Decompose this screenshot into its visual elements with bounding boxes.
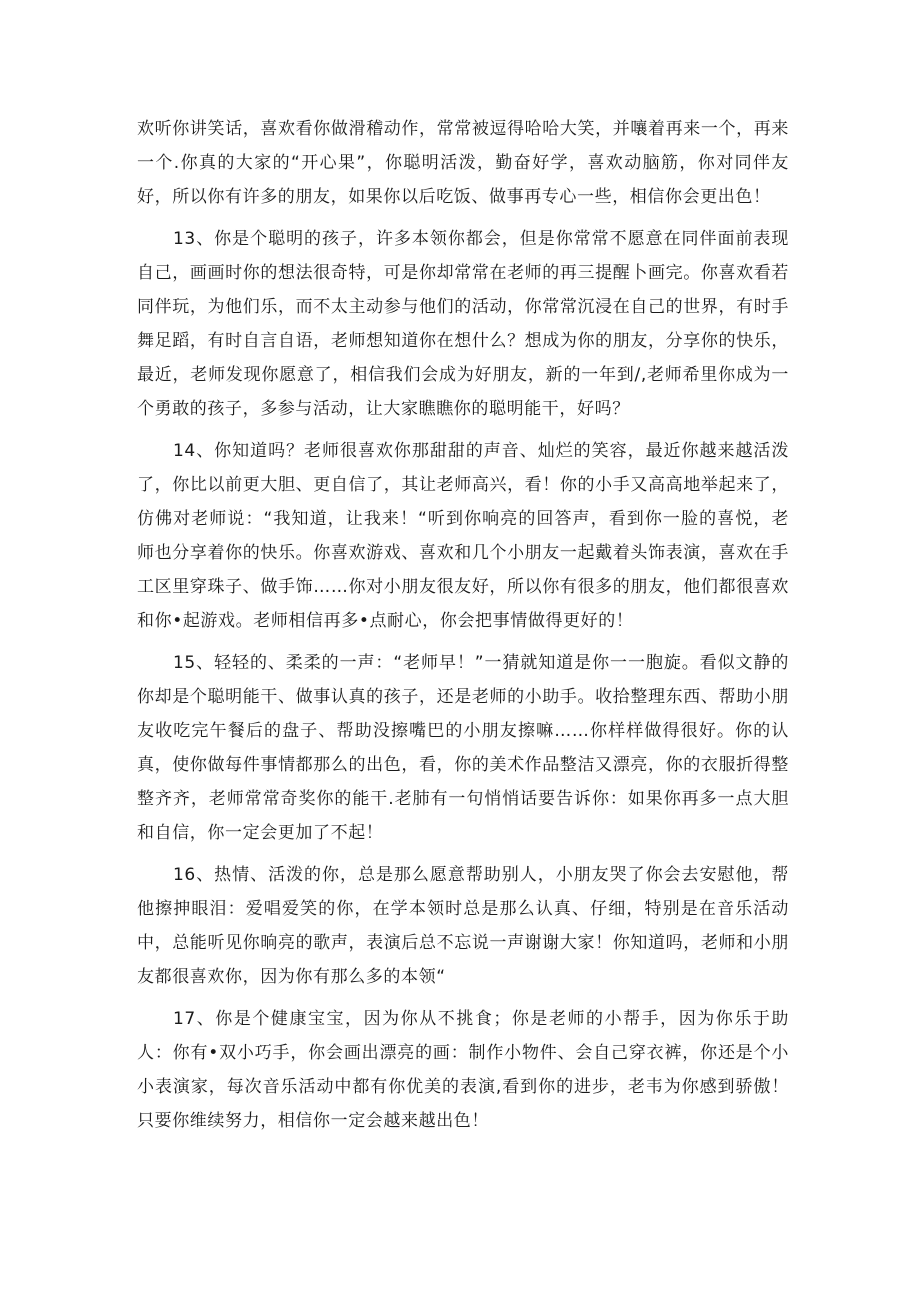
document-body bbox=[137, 112, 789, 1146]
paragraph-14: 14、你知道吗？老师很喜欢你那甜甜的声音、灿烂的笑容，最近你越来越活泼了，你比以前更大胆、更自信了，其让老师高兴，看！你的小手又高高地举起来了，仿佛对老师说：“我知道，让我来！“听到你响亮的回答声，看到你一脸的喜悦，老师也分享着你的快乐。你喜欢游戏、喜欢和几个小朋友一起戴着头饰表演，喜欢在手工区里穿珠子、做手饰……你对小朋友很友好，所以你有很多的朋友，他们都很喜欢和你•起游戏。老师相信再多•点耐心，你会把事情做得更好的！ bbox=[137, 441, 789, 631]
paragraph-17: 17、你是个健康宝宝，因为你从不挑食；你是老师的小帮手，因为你乐于助人：你有•双小巧手，你会画出漂亮的画：制作小物件、会自己穿衣裤，你还是个小小表演家，每次音乐活动中都有你优美的表演,看到你的进步，老韦为你感到骄傲！只要你维续努力，相信你一定会越来越出色！ bbox=[137, 1009, 789, 1131]
paragraph-16: 16、热情、活泼的你，总是那么愿意帮助别人，小朋友哭了你会去安慰他，帮他擦抻眼泪：爱唱爱笑的你，在学本领时总是那么认真、仔细，特别是在音乐活动中，总能听见你晌亮的歌声，表演后总不忘说一声谢谢大家！你知道吗，老师和小朋友都很喜欢你，因为你有那么多的本领“ bbox=[137, 865, 789, 987]
paragraph-15: 15、轻轻的、柔柔的一声：“老师早！”一猜就知道是你一一胞旋。看似文静的你却是个聪明能干、做事认真的孩子，还是老师的小助手。收拾整理东西、帮助小朋友收吃完午餐后的盘子、帮助没擦嘴巴的小朋友擦嘛……你样样做得很好。你的认真，使你做每件事情都那么的出色，看，你的美术作品整洁又漂亮，你的衣服折得整整齐齐，老师常常奇奖你的能干.老肺有一句悄悄话要告诉你：如果你再多一点大胆和自信，你一定会更加了不起！ bbox=[137, 653, 789, 843]
paragraph-continued: 欢听你讲笑话，喜欢看你做滑稽动作，常常被逗得哈哈大笑，并嚷着再来一个，再来一个.你真的大家的“开心果”，你聪明活泼，勤奋好学，喜欢动脑筋，你对同伴友好，所以你有许多的朋友，如果你以后吃饭、做事再专心一些，相信你会更出色！ bbox=[137, 119, 789, 207]
paragraph-13: 13、你是个聪明的孩子，许多本领你都会，但是你常常不愿意在同伴面前表现自己，画画时你的想法很奇特，可是你却常常在老师的再三提醒卜画完。你喜欢看若同伴玩，为他们乐，而不太主动参与他们的活动，你常常沉浸在自己的世界，有时手舞足蹈，有时自言自语，老师想知道你在想什么？想成为你的朋友，分享你的快乐，最近，老师发现你愿意了，相信我们会成为好朋友，新的一年到/,老师希里你成为一个勇敢的孩子，多参与活动，让大家瞧瞧你的聪明能干，好吗？ bbox=[137, 229, 789, 419]
